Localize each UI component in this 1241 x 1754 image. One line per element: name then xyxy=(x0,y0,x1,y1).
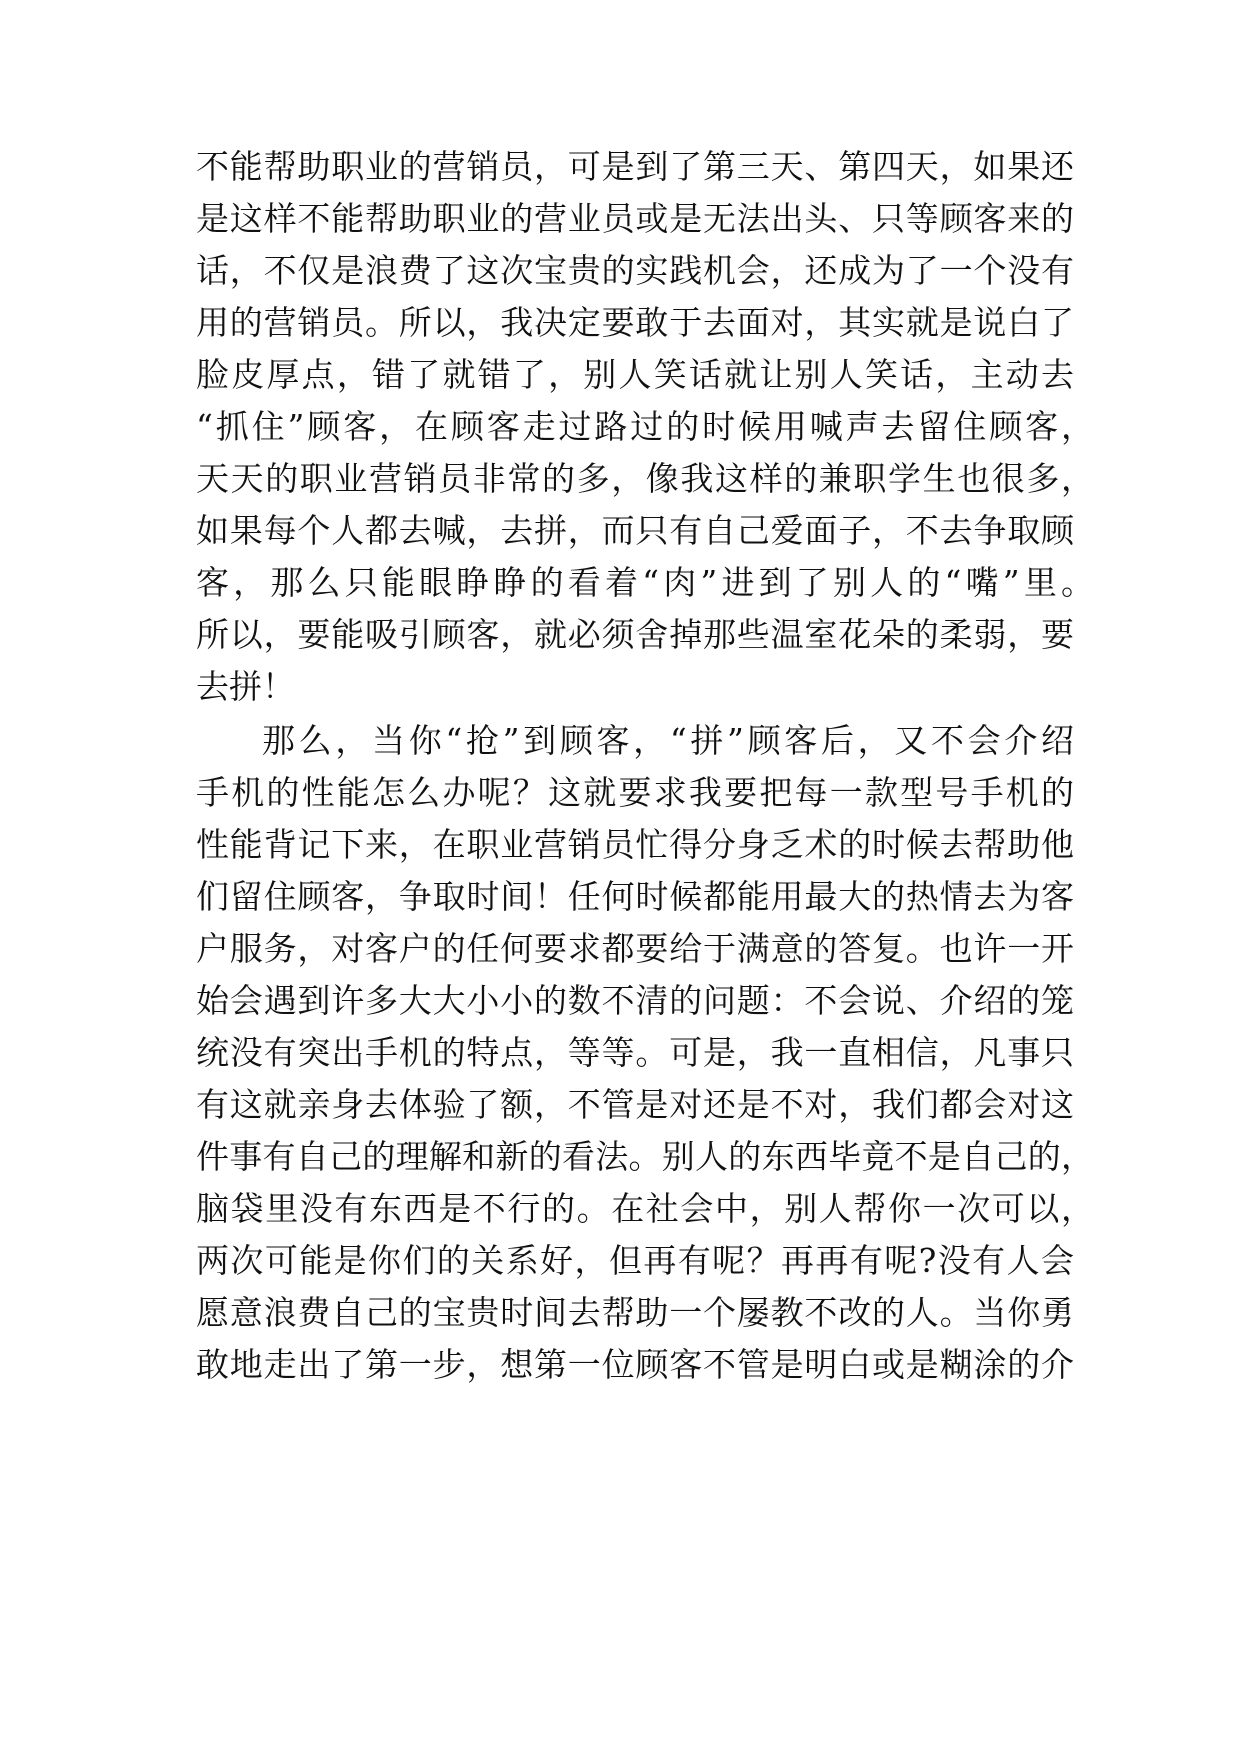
body-text-line: 手机的性能怎么办呢？这就要求我要把每一款型号手机的 xyxy=(196,773,1074,812)
body-text-line: 脸皮厚点，错了就错了，别人笑话就让别人笑话，主动去 xyxy=(196,355,1074,394)
body-text-line: 脑袋里没有东西是不行的。在社会中，别人帮你一次可以， xyxy=(196,1189,1094,1228)
body-text-line: 敢地走出了第一步，想第一位顾客不管是明白或是糊涂的介 xyxy=(196,1345,1074,1384)
body-text-line: 统没有突出手机的特点，等等。可是，我一直相信，凡事只 xyxy=(196,1033,1074,1072)
body-text-line: 们留住顾客，争取时间！任何时候都能用最大的热情去为客 xyxy=(196,877,1074,916)
body-text-line: 户服务，对客户的任何要求都要给于满意的答复。也许一开 xyxy=(196,929,1074,968)
body-text-line: 有这就亲身去体验了额，不管是对还是不对，我们都会对这 xyxy=(196,1085,1074,1124)
body-text-line: 不能帮助职业的营销员，可是到了第三天、第四天，如果还 xyxy=(196,147,1074,186)
body-text-line: 愿意浪费自己的宝贵时间去帮助一个屡教不改的人。当你勇 xyxy=(196,1293,1074,1332)
paragraph-first-line: 那么，当你“抢”到顾客，“拼”顾客后，又不会介绍 xyxy=(262,721,1074,760)
body-text-line: 去拼！ xyxy=(196,667,295,706)
body-text-line: 话，不仅是浪费了这次宝贵的实践机会，还成为了一个没有 xyxy=(196,251,1074,290)
body-text-line: 是这样不能帮助职业的营业员或是无法出头、只等顾客来的 xyxy=(196,199,1074,238)
body-text-line: 性能背记下来，在职业营销员忙得分身乏术的时候去帮助他 xyxy=(196,825,1074,864)
body-text-line: 件事有自己的理解和新的看法。别人的东西毕竟不是自己的， xyxy=(196,1137,1094,1176)
body-text-line: 始会遇到许多大大小小的数不清的问题：不会说、介绍的笼 xyxy=(196,981,1074,1020)
body-text-line: 如果每个人都去喊，去拼，而只有自己爱面子，不去争取顾 xyxy=(196,511,1074,550)
body-text-line: 所以，要能吸引顾客，就必须舍掉那些温室花朵的柔弱，要 xyxy=(196,615,1074,654)
body-text-line: 天天的职业营销员非常的多，像我这样的兼职学生也很多， xyxy=(196,459,1094,498)
body-text-line: “抓住”顾客，在顾客走过路过的时候用喊声去留住顾客， xyxy=(196,407,1094,446)
body-text-line: 客，那么只能眼睁睁的看着“肉”进到了别人的“嘴”里。 xyxy=(196,563,1094,602)
body-text-line: 用的营销员。所以，我决定要敢于去面对，其实就是说白了 xyxy=(196,303,1074,342)
body-text-line: 两次可能是你们的关系好，但再有呢？再再有呢?没有人会 xyxy=(196,1241,1074,1280)
